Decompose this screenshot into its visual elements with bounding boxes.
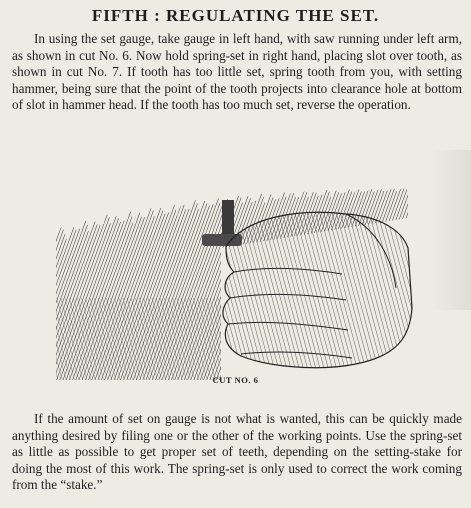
hand xyxy=(223,212,412,367)
illustration-hand-holding-gauge-on-saw xyxy=(56,188,428,380)
figure-caption: CUT NO. 6 xyxy=(212,375,259,385)
section-title: FIFTH : REGULATING THE SET. xyxy=(91,6,380,25)
instruction-paragraph: In using the set gauge, take gauge in left hand, with saw running under left arm, as shown in cut No. 6. Now hold spring-set in right hand, placing slot over tooth, as shown in cut No. 7. If tooth has too little set, spring tooth from you, with setting hammer, being sure that the point of the tooth projects into clearance hole at bottom of slot in hammer head. If the tooth has too much set, reverse the operation. xyxy=(12,31,462,113)
page-shadow xyxy=(431,150,471,310)
adjustment-paragraph: If the amount of set on gauge is not what is wanted, this can be quickly made anything desired by filing one or the other of the working points. Use the spring-set as little as possible to get proper set of teeth, depending on the setting-stake for doing the most of this work. The spring-set is only used to correct the work coming from the “stake.” xyxy=(12,411,462,493)
